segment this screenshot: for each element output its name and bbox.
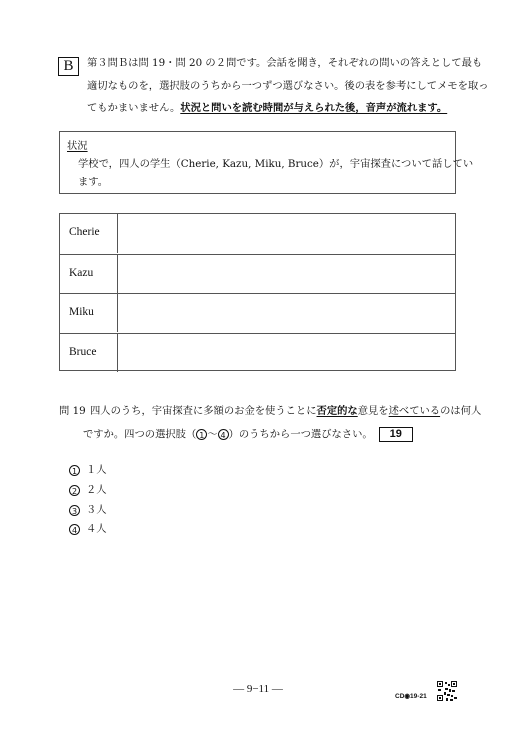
option-number: 4 bbox=[69, 524, 80, 535]
section-marker: B bbox=[58, 57, 79, 76]
question-emphasis: 否定的な bbox=[316, 405, 358, 417]
option-text: １人 bbox=[86, 464, 107, 476]
question-text: ）のうちから一つ選びなさい。 bbox=[228, 428, 373, 441]
option-number: 2 bbox=[69, 485, 80, 496]
situation-title: 状況 bbox=[67, 140, 88, 152]
option-2[interactable] bbox=[69, 483, 107, 497]
intro-line-3-plain: てもかまいません。 bbox=[87, 102, 181, 114]
qr-code-icon bbox=[437, 681, 457, 701]
memo-divider bbox=[117, 255, 118, 293]
question-line-1 bbox=[90, 404, 481, 418]
memo-row-name: Cherie bbox=[69, 226, 100, 238]
option-4[interactable] bbox=[69, 522, 107, 536]
question-text: 〜 bbox=[207, 428, 218, 441]
memo-divider bbox=[117, 214, 118, 253]
circled-number: 1 bbox=[196, 429, 207, 440]
question-emphasis: 述べている bbox=[388, 405, 441, 417]
option-1[interactable] bbox=[69, 463, 107, 477]
memo-row bbox=[60, 214, 455, 253]
question-line-2 bbox=[83, 427, 413, 442]
memo-divider bbox=[117, 334, 118, 372]
option-number: 1 bbox=[69, 465, 80, 476]
question-text: 四人のうち，宇宙探査に多額のお金を使うことに bbox=[90, 405, 317, 417]
memo-row bbox=[60, 333, 455, 372]
question-text: のは何人 bbox=[440, 405, 482, 417]
intro-line-2: 適切なものを，選択肢のうちから一つずつ選びなさい。後の表を参考にしてメモを取っ bbox=[87, 80, 489, 92]
option-text: ３人 bbox=[86, 504, 107, 516]
memo-table bbox=[59, 213, 456, 371]
memo-row-name: Miku bbox=[69, 306, 94, 318]
question-text: ですか。四つの選択肢（ bbox=[83, 428, 197, 441]
memo-row-name: Kazu bbox=[69, 266, 94, 279]
option-number: 3 bbox=[69, 505, 80, 516]
situation-line-2: ます。 bbox=[78, 176, 109, 188]
memo-row bbox=[60, 293, 455, 332]
option-text: ２人 bbox=[86, 484, 107, 496]
circled-number: 4 bbox=[218, 429, 229, 440]
audio-code: CD◉19-21 bbox=[395, 693, 427, 700]
memo-row-name: Bruce bbox=[69, 345, 97, 358]
situation-box bbox=[59, 131, 474, 194]
page-number: — 9−11 — bbox=[233, 683, 283, 695]
memo-row bbox=[60, 254, 455, 293]
memo-divider bbox=[117, 294, 118, 332]
question-label: 問 19 bbox=[59, 405, 86, 417]
intro-line-3 bbox=[87, 101, 467, 115]
question-text: 意見を bbox=[357, 405, 389, 417]
answer-number-box: 19 bbox=[379, 427, 413, 442]
intro-line-1: 第３問Ｂは問 19・問 20 の２問です。会話を聞き，それぞれの問いの答えとして最も bbox=[87, 57, 483, 69]
intro-line-3-emphasis: 状況と問いを読む時間が与えられた後，音声が流れます。 bbox=[180, 102, 448, 114]
option-3[interactable] bbox=[69, 503, 107, 517]
option-text: ４人 bbox=[86, 523, 107, 535]
situation-line-1: 学校で，四人の学生（Cherie, Kazu, Miku, Bruce）が，宇宙探査について話してい bbox=[78, 158, 474, 170]
